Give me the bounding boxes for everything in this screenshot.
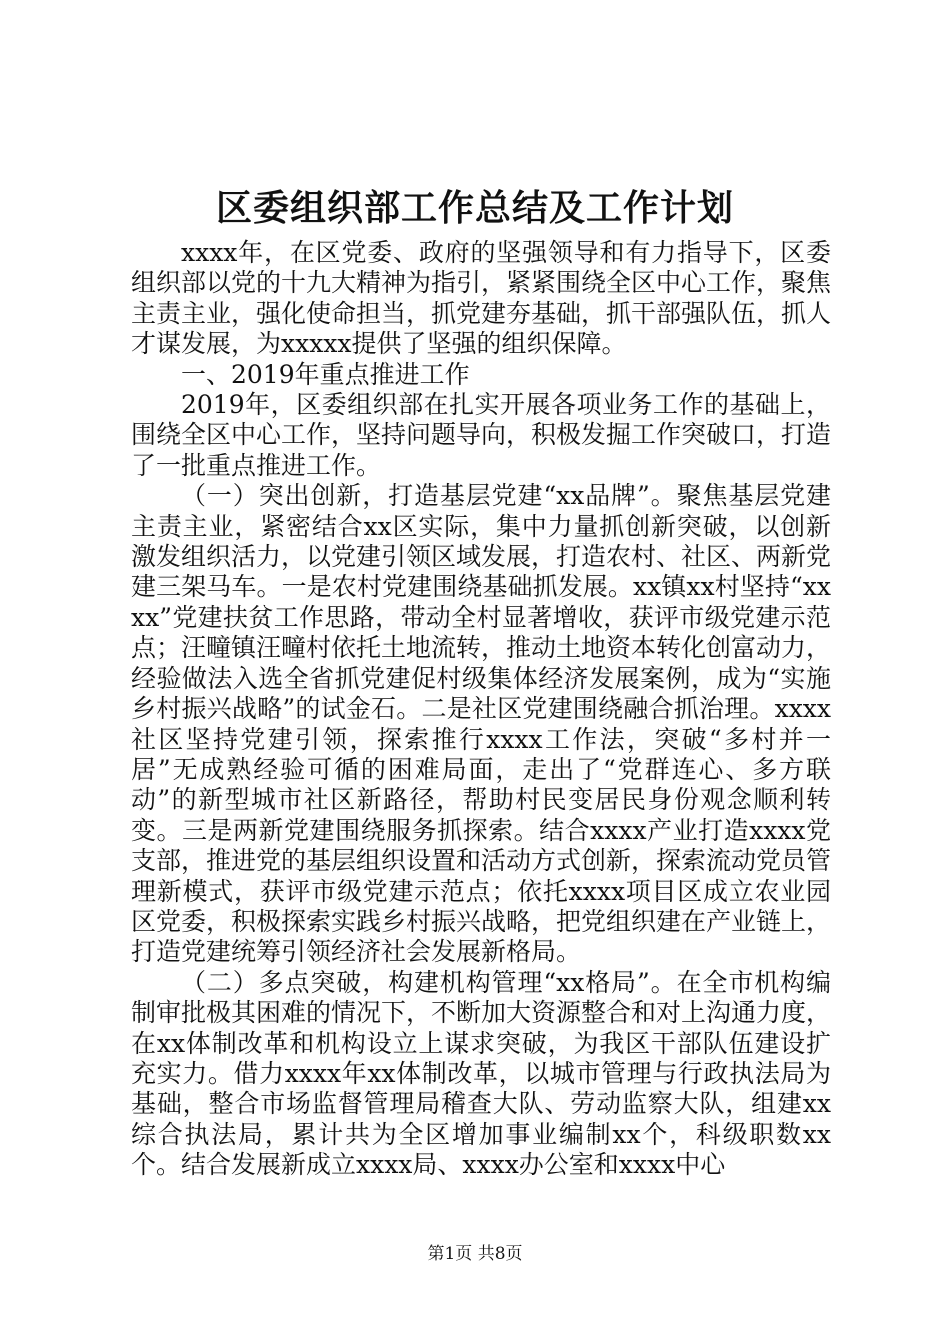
subsection-1-paragraph: （一）突出创新，打造基层党建“xx品牌”。聚焦基层党建主责主业，紧密结合xx区实际，集中力量抓创新突破，以创新激发组织活力，以党建引领区域发展，打造农村、社区、两新党建三架马车。一是农村党建围绕基础抓发展。xx镇xx村坚持“xxxx”党建扶贫工作思路，带动全村显著增收，获评市级党建示范点；汪疃镇汪疃村依托土地流转，推动土地资本转化创富动力，经验做法入选全省抓党建促村级集体经济发展案例，成为“实施乡村振兴战略”的试金石。二是社区党建围绕融合抓治理。xxxx社区坚持党建引领，探索推行xxxx工作法，突破“多村并一居”无成熟经验可循的困难局面，走出了“党群连心、多方联动”的新型城市社区新路径，帮助村民变居民身份观念顺利转变。三是两新党建围绕服务抓探索。结合xxxx产业打造xxxx党支部，推进党的基层组织设置和活动方式创新，探索流动党员管理新模式，获评市级党建示范点；依托xxxx项目区成立农业园区党委，积极探索实践乡村振兴战略，把党组织建在产业链上，打造党建统筹引领经济社会发展新格局。: [131, 481, 832, 967]
document-body: [131, 238, 831, 1181]
document-title: 区委组织部工作总结及工作计划: [215, 187, 734, 229]
section-heading: 一、2019年重点推进工作: [181, 359, 470, 389]
page-number-footer: 第1页 共8页: [427, 1244, 523, 1264]
section-intro-paragraph: 2019年，区委组织部在扎实开展各项业务工作的基础上，围绕全区中心工作，坚持问题导向，积极发掘工作突破口，打造了一批重点推进工作。: [131, 390, 832, 480]
intro-paragraph: xxxx年，在区党委、政府的坚强领导和有力指导下，区委组织部以党的十九大精神为指引，紧紧围绕全区中心工作，聚焦主责主业，强化使命担当，抓党建夯基础，抓干部强队伍，抓人才谋发展，为xxxxx提供了坚强的组织保障。: [131, 238, 832, 359]
subsection-2-paragraph: （二）多点突破，构建机构管理“xx格局”。在全市机构编制审批极其困难的情况下，不断加大资源整合和对上沟通力度，在xx体制改革和机构设立上谋求突破，为我区干部队伍建设扩充实力。借力xxxx年xx体制改革，以城市管理与行政执法局为基础，整合市场监督管理局稽查大队、劳动监察大队，组建xx综合执法局，累计共为全区增加事业编制xx个，科级职数xx个。结合发展新成立xxxx局、xxxx办公室和xxxx中心: [131, 967, 832, 1180]
